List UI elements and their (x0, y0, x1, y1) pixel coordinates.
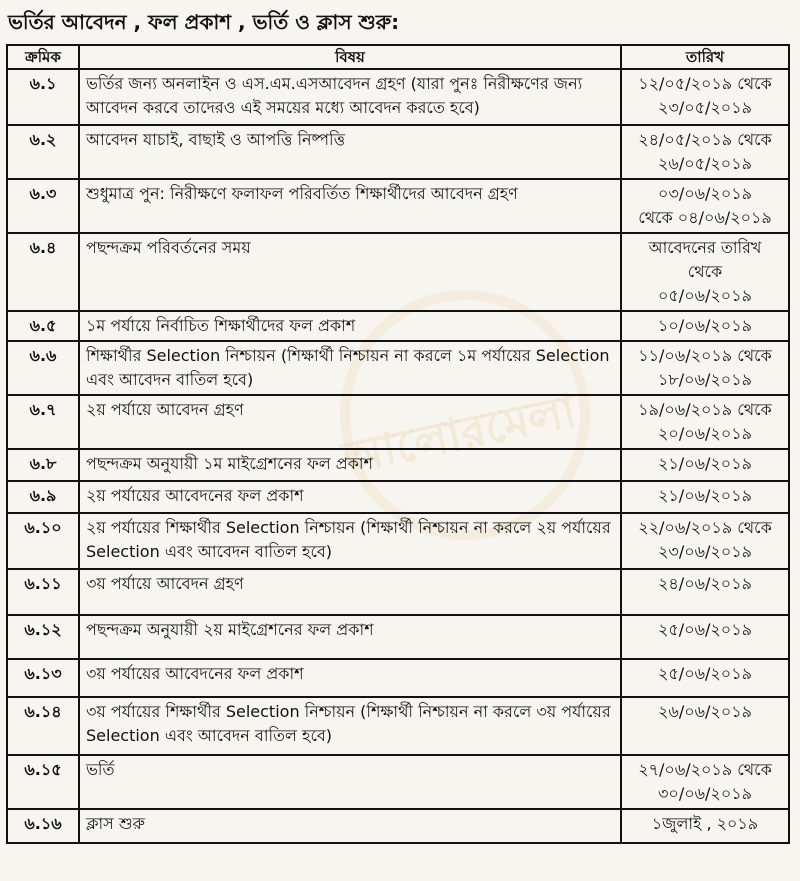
table-row (7, 481, 789, 513)
table-row (7, 809, 789, 843)
row-serial: ৬.১৬ (7, 809, 79, 843)
row-subject: ক্লাস শুরু (79, 809, 621, 843)
table-row (7, 179, 789, 233)
row-subject: ১ম পর্যায়ে নির্বাচিত শিক্ষার্থীদের ফল প্রকাশ (79, 311, 621, 341)
row-subject: ৩য় পর্যায়ে আবেদন গ্রহণ (79, 569, 621, 615)
row-serial: ৬.১১ (7, 569, 79, 615)
row-subject: ভর্তি (79, 755, 621, 809)
row-date: ১১/০৬/২০১৯ থেকে ১৮/০৬/২০১৯ (621, 341, 789, 395)
table-row (7, 615, 789, 659)
row-subject: পছন্দক্রম অনুযায়ী ১ম মাইগ্রেশনের ফল প্রকাশ (79, 449, 621, 481)
header-date: তারিখ (621, 45, 789, 69)
row-serial: ৬.৫ (7, 311, 79, 341)
table-row (7, 341, 789, 395)
row-date: ২৫/০৬/২০১৯ (621, 659, 789, 697)
table-row (7, 659, 789, 697)
table-row (7, 697, 789, 755)
row-date: ১২/০৫/২০১৯ থেকে ২৩/০৫/২০১৯ (621, 69, 789, 125)
table-row (7, 449, 789, 481)
row-serial: ৬.৩ (7, 179, 79, 233)
table-row (7, 311, 789, 341)
row-subject: ভর্তির জন্য অনলাইন ও এস.এম.এসআবেদন গ্রহণ (যারা পুনঃ নিরীক্ষণের জন্য আবেদন করবে তাদেরও এই সময়ের মধ্যে আবেদন করতে হবে) (79, 69, 621, 125)
row-serial: ৬.৬ (7, 341, 79, 395)
row-date: ১জুলাই , ২০১৯ (621, 809, 789, 843)
table-row (7, 125, 789, 179)
row-serial: ৬.৯ (7, 481, 79, 513)
schedule-table (6, 44, 790, 844)
table-row (7, 395, 789, 449)
table-row (7, 69, 789, 125)
row-serial: ৬.৪ (7, 233, 79, 311)
row-subject: ৩য় পর্যায়ের শিক্ষার্থীর Selection নিশ্চায়ন (শিক্ষার্থী নিশ্চায়ন না করলে ৩য় পর্যায়ের Selection এবং আবেদন বাতিল হবে) (79, 697, 621, 755)
table-row (7, 755, 789, 809)
row-subject: পছন্দক্রম অনুযায়ী ২য় মাইগ্রেশনের ফল প্রকাশ (79, 615, 621, 659)
row-date: ১৯/০৬/২০১৯ থেকে ২০/০৬/২০১৯ (621, 395, 789, 449)
row-date: ২১/০৬/২০১৯ (621, 481, 789, 513)
table-header-row (7, 45, 789, 69)
row-subject: ২য় পর্যায়ের আবেদনের ফল প্রকাশ (79, 481, 621, 513)
row-subject: শুধুমাত্র পুন: নিরীক্ষণে ফলাফল পরিবর্তিত শিক্ষার্থীদের আবেদন গ্রহণ (79, 179, 621, 233)
row-serial: ৬.১২ (7, 615, 79, 659)
row-date: আবেদনের তারিখ থেকে ০৫/০৬/২০১৯ (621, 233, 789, 311)
row-subject: ২য় পর্যায়ের শিক্ষার্থীর Selection নিশ্চায়ন (শিক্ষার্থী নিশ্চায়ন না করলে ২য় পর্যায়ের Selection এবং আবেদন বাতিল হবে) (79, 513, 621, 569)
row-serial: ৬.৮ (7, 449, 79, 481)
row-subject: ৩য় পর্যায়ের আবেদনের ফল প্রকাশ (79, 659, 621, 697)
row-serial: ৬.২ (7, 125, 79, 179)
row-date: ২২/০৬/২০১৯ থেকে ২৩/০৬/২০১৯ (621, 513, 789, 569)
row-date: ২৬/০৬/২০১৯ (621, 697, 789, 755)
row-serial: ৬.১০ (7, 513, 79, 569)
row-date: ২৪/০৫/২০১৯ থেকে ২৬/০৫/২০১৯ (621, 125, 789, 179)
row-subject: পছন্দক্রম পরিবর্তনের সময় (79, 233, 621, 311)
row-date: ২৭/০৬/২০১৯ থেকে ৩০/০৬/২০১৯ (621, 755, 789, 809)
table-row (7, 513, 789, 569)
table-row (7, 569, 789, 615)
row-date: ২৫/০৬/২০১৯ (621, 615, 789, 659)
header-serial: ক্রমিক (7, 45, 79, 69)
row-serial: ৬.১৩ (7, 659, 79, 697)
row-subject: শিক্ষার্থীর Selection নিশ্চায়ন (শিক্ষার্থী নিশ্চায়ন না করলে ১ম পর্যায়ের Selection এবং আবেদন বাতিল হবে) (79, 341, 621, 395)
table-row (7, 233, 789, 311)
row-date: ১০/০৬/২০১৯ (621, 311, 789, 341)
watermark-logo: আলোরমেলা (337, 383, 581, 486)
page-title: ভর্তির আবেদন , ফল প্রকাশ , ভর্তি ও ক্লাস শুরু: (8, 10, 400, 34)
row-serial: ৬.১ (7, 69, 79, 125)
row-serial: ৬.৭ (7, 395, 79, 449)
row-subject: ২য় পর্যায়ে আবেদন গ্রহণ (79, 395, 621, 449)
header-subject: বিষয় (79, 45, 621, 69)
row-serial: ৬.১৫ (7, 755, 79, 809)
row-date: ২১/০৬/২০১৯ (621, 449, 789, 481)
row-subject: আবেদন যাচাই, বাছাই ও আপত্তি নিষ্পত্তি (79, 125, 621, 179)
row-date: ০৩/০৬/২০১৯ থেকে ০৪/০৬/২০১৯ (621, 179, 789, 233)
row-serial: ৬.১৪ (7, 697, 79, 755)
row-date: ২৪/০৬/২০১৯ (621, 569, 789, 615)
